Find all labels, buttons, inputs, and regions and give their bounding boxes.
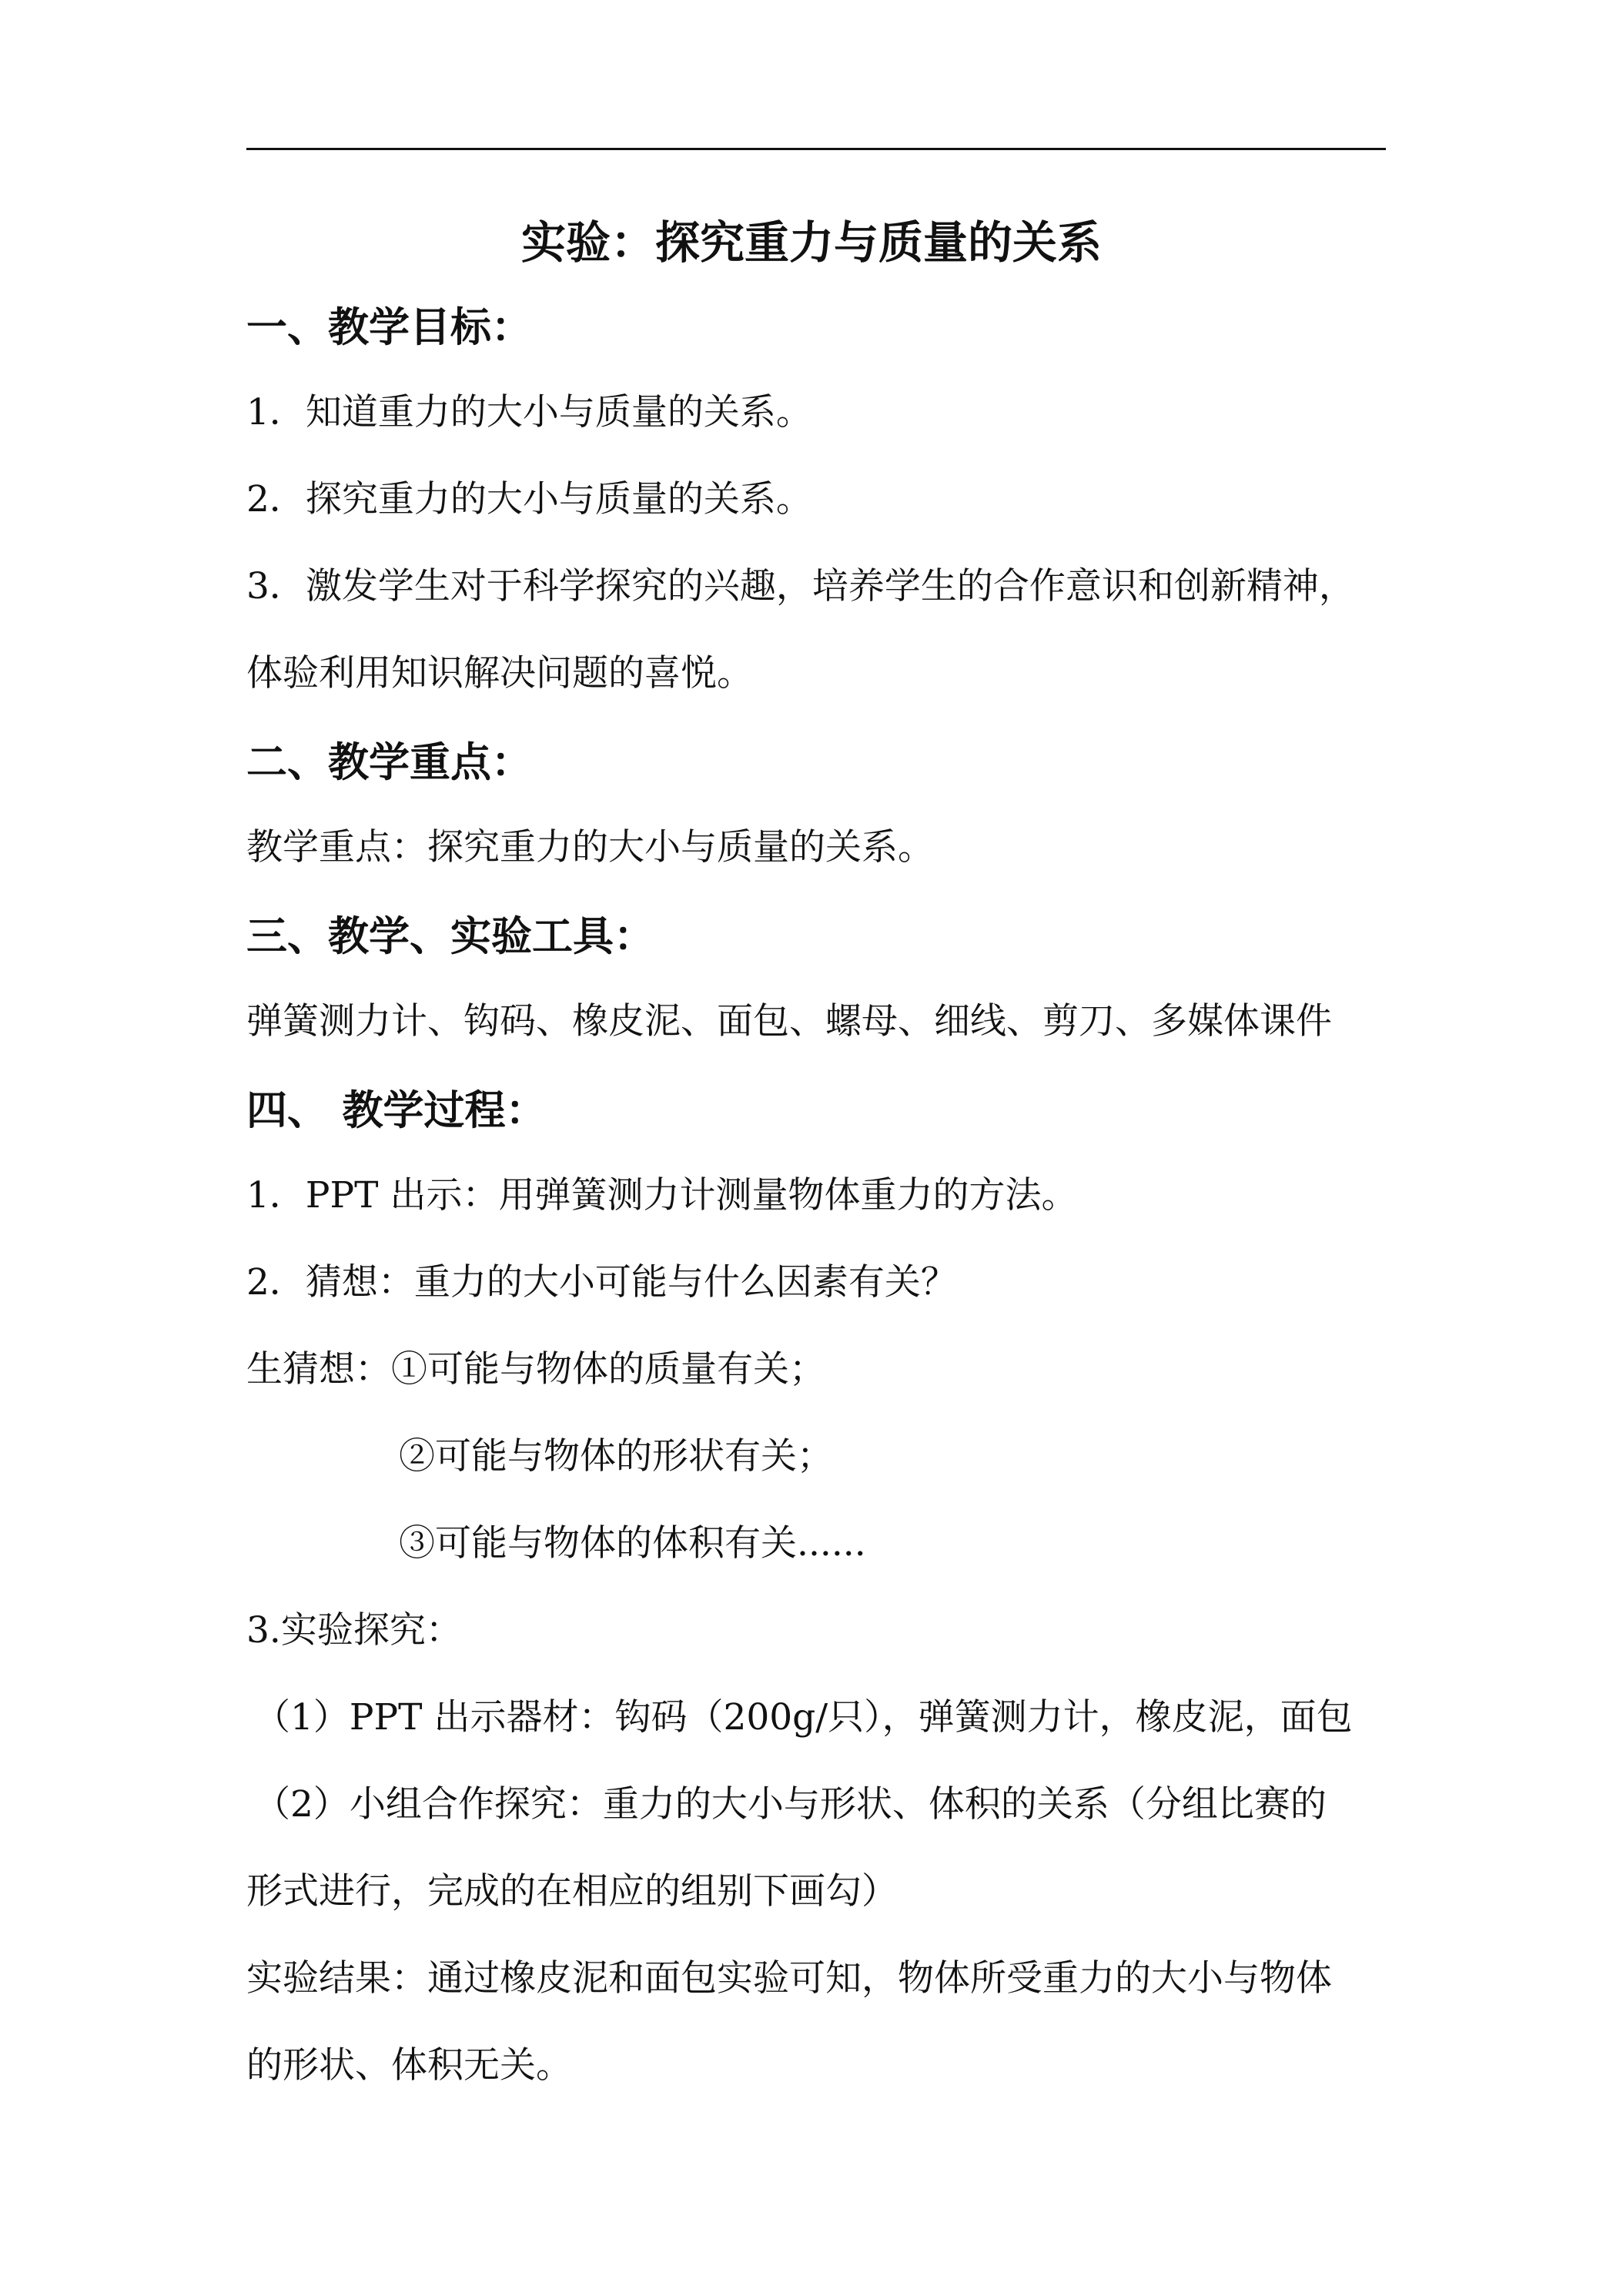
student-guess-1: 生猜想：①可能与物体的质量有关；: [246, 1348, 825, 1391]
experiment-result: 实验结果：通过橡皮泥和面包实验可知，物体所受重力的大小与物体: [246, 1957, 1332, 2000]
student-guess-2: ②可能与物体的形状有关；: [399, 1435, 833, 1478]
experiment-result-continued: 的形状、体积无关。: [246, 2044, 572, 2087]
document-title: 实验：探究重力与质量的关系: [520, 216, 1102, 269]
section-heading-objectives: 一、教学目标：: [246, 303, 532, 351]
header-rule: [246, 148, 1386, 150]
objective-item-3-continued: 体验利用知识解决问题的喜悦。: [246, 652, 753, 694]
experiment-step-1: （1）PPT 出示器材：钩码（200g/只），弹簧测力计，橡皮泥，面包: [254, 1696, 1353, 1739]
key-point-item: 教学重点：探究重力的大小与质量的关系。: [246, 826, 934, 869]
section-heading-key-points: 二、教学重点：: [246, 738, 532, 786]
objective-item-2: 2．探究重力的大小与质量的关系。: [246, 478, 812, 520]
objective-item-1: 1．知道重力的大小与质量的关系。: [246, 391, 812, 433]
process-item-2: 2．猜想：重力的大小可能与什么因素有关？: [246, 1261, 957, 1304]
objective-item-3: 3．激发学生对于科学探究的兴趣，培养学生的合作意识和创新精神，: [246, 565, 1355, 607]
tools-list: 弹簧测力计、钩码、橡皮泥、面包、螺母、细线、剪刀、多媒体课件: [246, 1000, 1332, 1043]
process-item-1: 1．PPT 出示：用弹簧测力计测量物体重力的方法。: [246, 1174, 1078, 1217]
experiment-step-2: （2）小组合作探究：重力的大小与形状、体积的关系（分组比赛的: [254, 1783, 1327, 1826]
experiment-step-2-continued: 形式进行，完成的在相应的组别下画勾）: [246, 1870, 898, 1913]
process-item-3: 3.实验探究：: [246, 1609, 462, 1652]
section-heading-tools: 三、教学、实验工具：: [246, 912, 654, 960]
student-guess-3: ③可能与物体的体积有关......: [399, 1522, 866, 1565]
section-heading-process: 四、 教学过程：: [246, 1086, 547, 1134]
